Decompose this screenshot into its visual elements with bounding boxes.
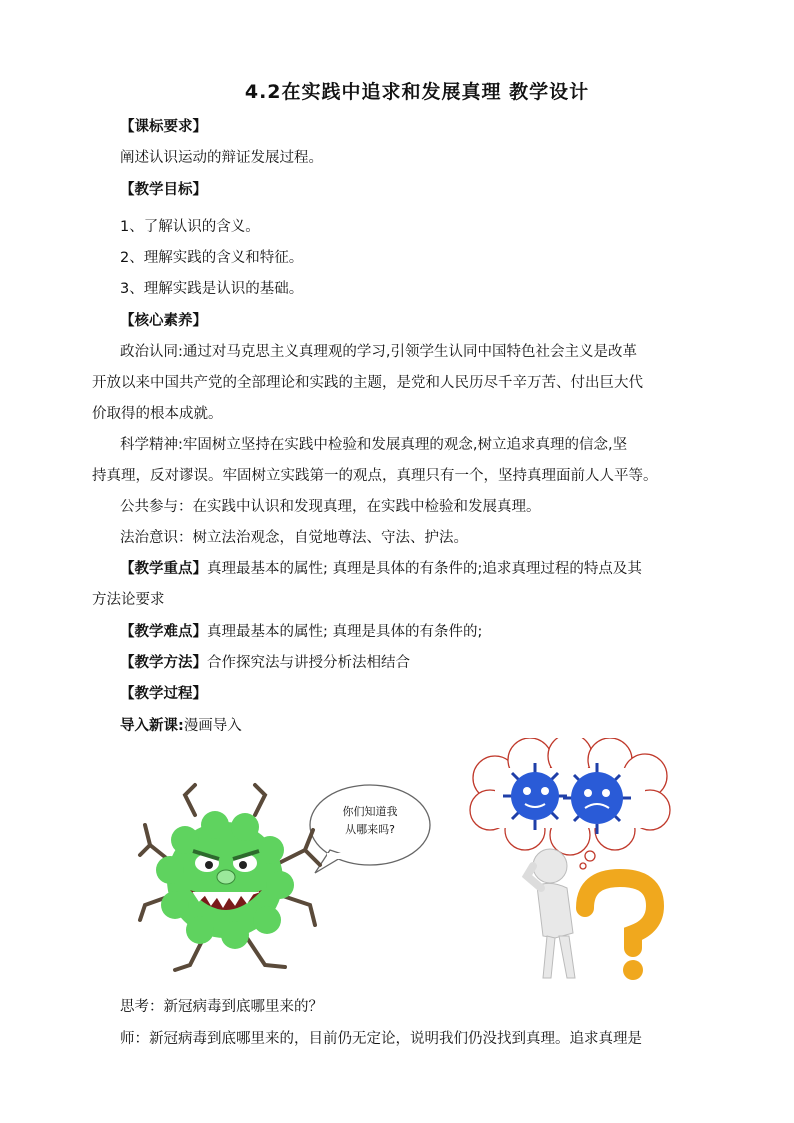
fangfa-row	[120, 648, 710, 679]
zhengzhi-line2: 开放以来中国共产党的全部理论和实践的主题，是党和人民历尽千辛万苦、付出巨大代	[92, 375, 643, 391]
thought-cloud	[470, 738, 670, 869]
speech-bubble	[310, 785, 430, 873]
zhengzhi-line1: 政治认同:通过对马克思主义真理观的学习,引领学生认同中国特色社会主义是改革	[120, 344, 637, 360]
mubiao-item: 2、理解实践的含义和特征。	[120, 250, 304, 266]
nandian-text: 真理最基本的属性; 真理是具体的有条件的;	[207, 624, 483, 640]
section-header-kebiao: 【课标要求】	[120, 119, 207, 135]
nandian-row	[120, 617, 710, 648]
thinking-person-figure	[527, 849, 575, 978]
bubble-text-line1: 你们知道我	[342, 805, 398, 818]
fangfa-text: 合作探究法与讲授分析法相结合	[207, 655, 410, 671]
question-mark-icon	[585, 878, 655, 980]
mubiao-item: 3、理解实践是认识的基础。	[120, 281, 304, 297]
zhongdian-label: 【教学重点】	[120, 561, 207, 577]
section-header-suyang: 【核心素养】	[120, 313, 207, 329]
daoru-label: 导入新课:	[120, 718, 184, 734]
green-virus-illustration	[135, 755, 435, 985]
bubble-text-line2: 从哪来吗?	[345, 823, 395, 836]
green-virus-body	[156, 811, 294, 949]
zhongdian-text2: 方法论要求	[92, 592, 165, 608]
page-title: 4.2在实践中追求和发展真理 教学设计	[244, 81, 590, 103]
nandian-label: 【教学难点】	[120, 624, 207, 640]
thinking-figure-illustration	[455, 738, 695, 988]
sikao-text: 思考：新冠病毒到底哪里来的？	[120, 999, 323, 1015]
gonggong-text: 公共参与：在实践中认识和发现真理，在实践中检验和发展真理。	[120, 499, 541, 515]
kexue-line1: 科学精神:牢固树立坚持在实践中检验和发展真理的观念,树立追求真理的信念,坚	[120, 437, 628, 453]
section-header-guocheng: 【教学过程】	[120, 686, 207, 702]
fazhi-text: 法治意识：树立法治观念，自觉地尊法、守法、护法。	[120, 530, 468, 546]
kexue-line2: 持真理，反对谬误。牢固树立实践第一的观点，真理只有一个，坚持真理面前人人平等。	[92, 468, 658, 484]
section-header-mubiao: 【教学目标】	[120, 182, 207, 198]
daoru-text: 漫画导入	[183, 718, 242, 734]
zhongdian-row	[120, 554, 710, 585]
shi-text: 师：新冠病毒到底哪里来的，目前仍无定论，说明我们仍没找到真理。追求真理是	[120, 1031, 642, 1047]
kebiao-text: 阐述认识运动的辩证发展过程。	[120, 150, 323, 166]
zhongdian-text: 真理最基本的属性; 真理是具体的有条件的;追求真理过程的特点及其	[207, 561, 642, 577]
fangfa-label: 【教学方法】	[120, 655, 207, 671]
mubiao-item: 1、了解认识的含义。	[120, 219, 260, 235]
zhengzhi-line3: 价取得的根本成就。	[92, 406, 223, 422]
